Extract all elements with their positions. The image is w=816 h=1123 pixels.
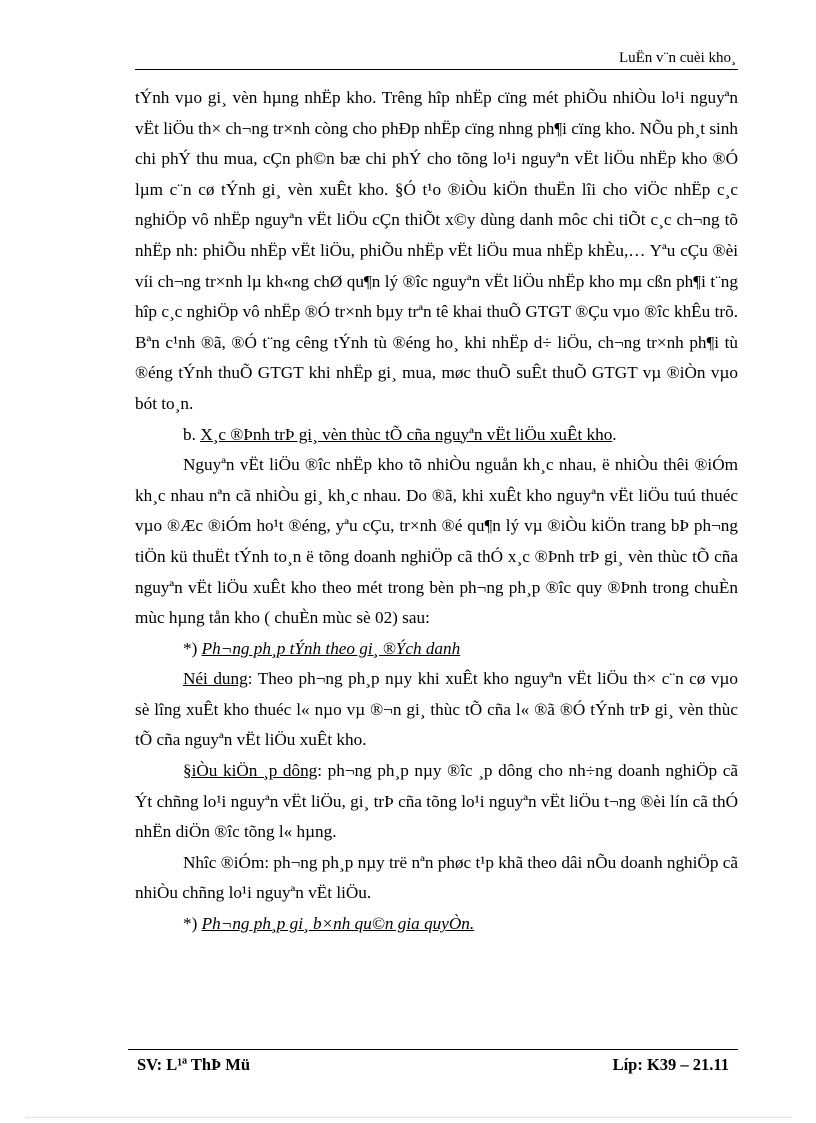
sources-paragraph: Nguyªn vËt liÖu ®îc nhËp kho tõ nhiÒu nguån kh¸c nhau, ë nhiÒu thêi ®iÓm kh¸c nhau nªn cã nhiÒu gi¸ kh¸c nhau. Do ®ã, khi xuÊt kho nguyªn vËt liÖu tuú thuéc vµo ®Æc ®iÓm ho¹t ®éng, yªu cÇu, tr×nh ®é qu¶n lý vµ ®iÒu kiÖn trang bÞ ph¬ng tiÖn kü thuËt tÝnh to¸n ë tõng doanh nghiÖp cã thÓ x¸c ®Þnh trÞ gi¸ vèn thùc tÕ cña nguyªn vËt liÖu xuÊt kho theo mét trong bèn ph¬ng ph¸p ®îc quy ®Þnh trong chuÈn mùc hµng tån kho ( chuÈn mùc sè 02) sau: <box>135 455 738 628</box>
condition-label: §iÒu kiÖn ¸p dông <box>183 761 318 781</box>
footer-student: SV: L¹ª ThÞ Mü <box>137 1055 251 1074</box>
condition-text: : ph¬ng ph¸p nµy ®îc ¸p dông cho nh÷ng doanh nghiÖp cã Ýt chñng lo¹i nguyªn vËt liÖu, gi¸ trÞ cña tõng lo¹i nguyªn vËt liÖu t¬ng ®èi lín cã thÓ nhËn diÖn ®îc tõng l« hµng. <box>135 761 738 842</box>
page-edge <box>25 1117 791 1118</box>
section-b-heading <box>135 420 738 451</box>
page-body <box>135 83 738 940</box>
section-b-title: X¸c ®Þnh trÞ gi¸ vèn thùc tÕ cña nguyªn vËt liÖu xuÊt kho <box>200 424 613 444</box>
method-2-title: Ph¬ng ph¸p gi¸ b×nh qu©n gia quyÒn. <box>201 914 475 934</box>
drawback-paragraph: Nhîc ®iÓm: ph¬ng ph¸p nµy trë nªn phøc t¹p khã theo dâi nÕu doanh nghiÖp cã nhiÒu chñng lo¹i nguyªn vËt liÖu. <box>135 852 738 903</box>
condition-paragraph <box>135 756 738 848</box>
footer-class: Líp: K39 – 21.11 <box>612 1055 729 1074</box>
header-rule <box>135 69 738 70</box>
method-1-heading <box>135 634 738 665</box>
section-b-prefix: b. <box>183 424 201 444</box>
method-1-title: Ph¬ng ph¸p tÝnh theo gi¸ ®Ých danh <box>201 638 461 658</box>
section-b-suffix: . <box>612 424 617 444</box>
intro-paragraph: tÝnh vµo gi¸ vèn hµng nhËp kho. Trêng hîp nhËp cïng mét phiÕu nhiÒu lo¹i nguyªn vËt liÖu th× ch¬ng tr×nh còng cho phÐp nhËp cïng nhng ph¶i cïng kho. NÕu ph¸t sinh chi phÝ thu mua, cÇn ph©n bæ chi phÝ cho tõng lo¹i nguyªn vËt liÖu nhËp kho ®Ó lµm c¨n cø tÝnh gi¸ vèn xuÊt kho. §Ó t¹o ®iÒu kiÖn thuËn lîi cho viÖc nhËp c¸c nghiÖp vô nhËp nguyªn vËt liÖu cÇn thiÕt x©y dùng danh môc chi tiÕt c¸c ch¬ng tõ nhËp nh: phiÕu nhËp vËt liÖu, phiÕu nhËp vËt liÖu mua nhËp khÈu,… Yªu cÇu ®èi víi ch¬ng tr×nh lµ kh«ng chØ qu¶n lý ®îc nguyªn vËt liÖu nhËp kho mµ cßn ph¶i t¨ng hîp c¸c nghiÖp vô nhËp ®Ó tr×nh bµy trªn tê khai thuÕ GTGT ®Çu vµo ®îc khÊu trõ. Bªn c¹nh ®ã, ®Ó t¨ng cêng tÝnh tù ®éng ho¸ khi nhËp d÷ liÖu, ch¬ng tr×nh ph¶i tù ®éng tÝnh thuÕ GTGT khi nhËp gi¸ mua, møc thuÕ suÊt thuÕ GTGT vµ ®iÒn vµo bót to¸n. <box>135 88 738 413</box>
method-1-prefix: *) <box>183 638 202 658</box>
content-text: : Theo ph¬ng ph¸p nµy khi xuÊt kho nguyªn vËt liÖu th× c¨n cø vµo sè lîng xuÊt kho thuéc l« nµo vµ ®¬n gi¸ thùc tÕ cña l« ®ã ®Ó tÝnh trÞ gi¸ vèn thùc tÕ cña nguyªn vËt liÖu xuÊt kho. <box>135 669 738 750</box>
content-label: Néi dung <box>183 669 248 689</box>
content-paragraph <box>135 664 738 756</box>
footer-rule <box>128 1049 738 1050</box>
method-2-prefix: *) <box>183 914 202 934</box>
method-2-heading <box>135 909 738 940</box>
running-header: LuËn v¨n cuèi kho¸ <box>618 50 736 66</box>
